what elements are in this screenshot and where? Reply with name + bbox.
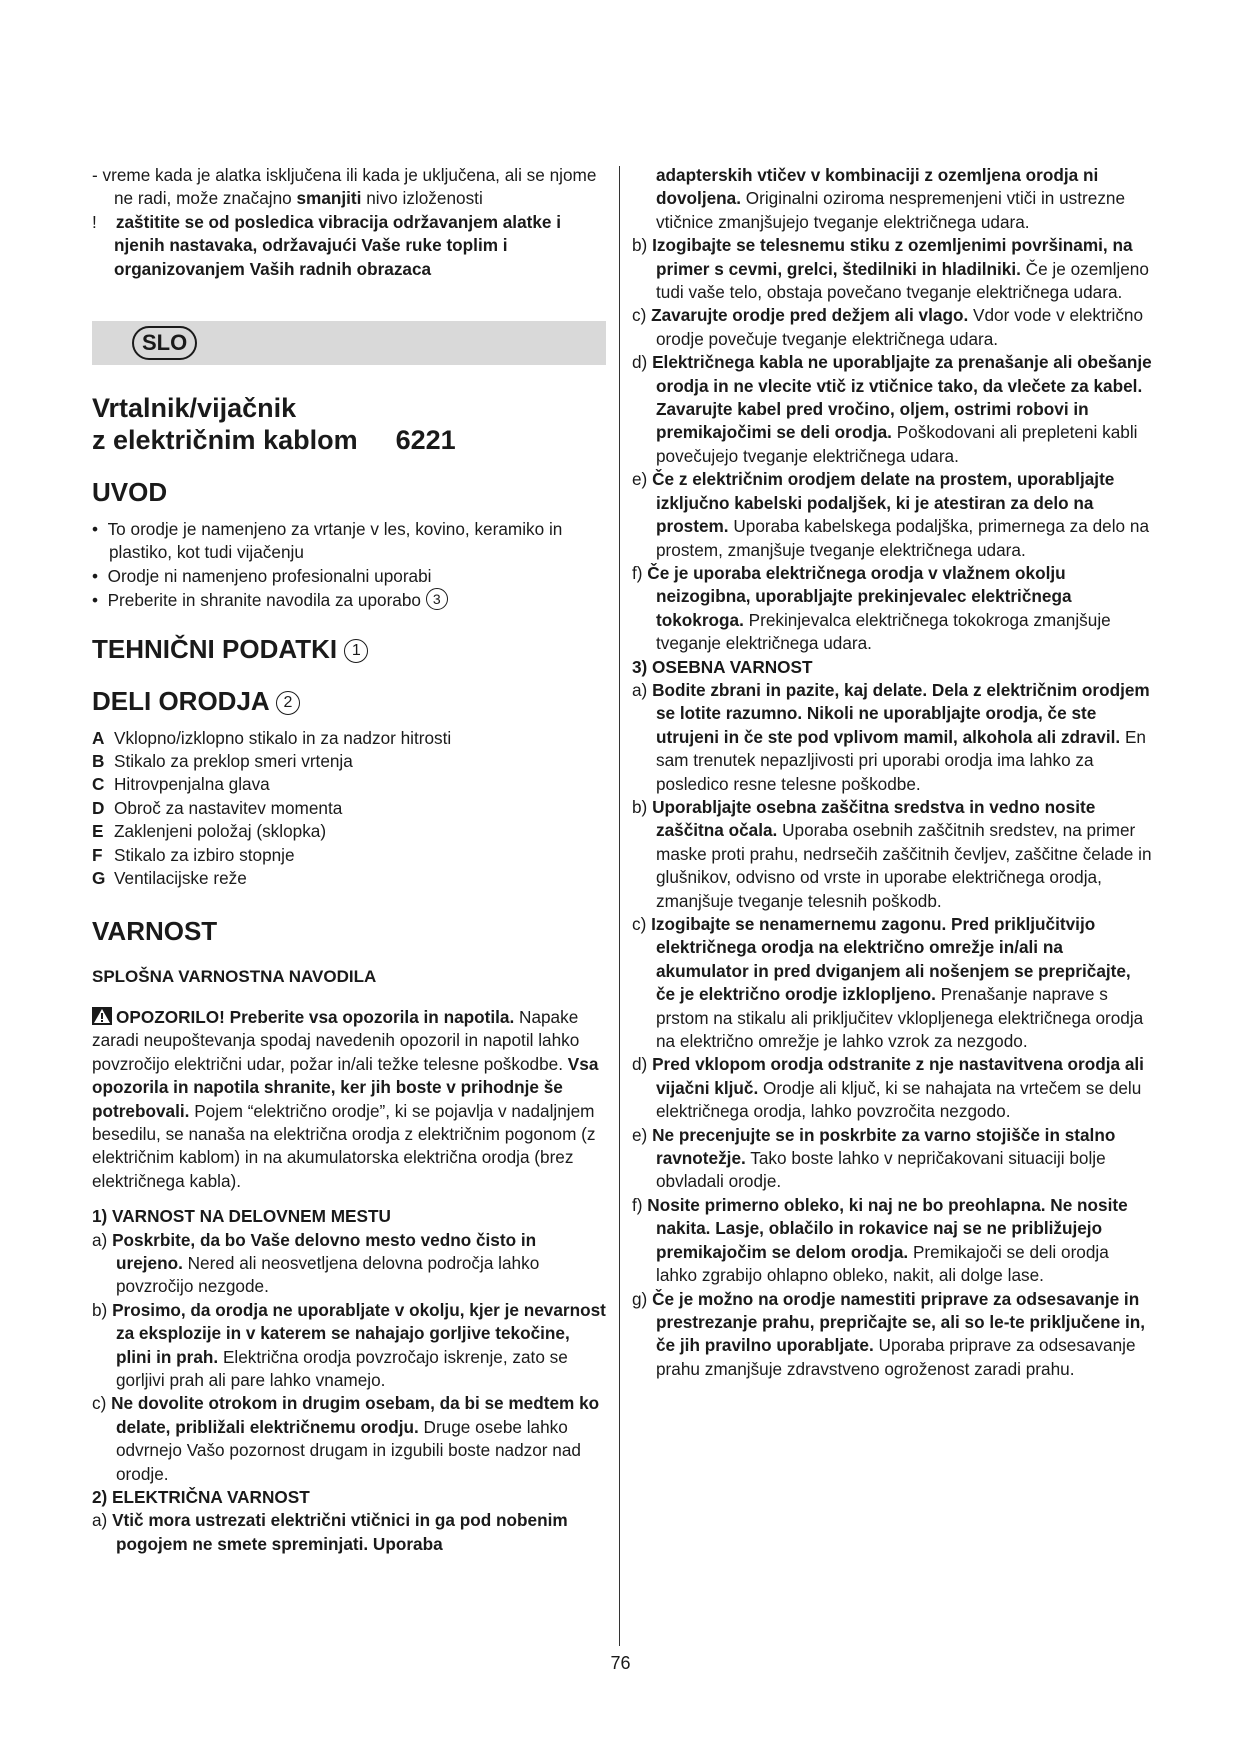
electrical-item-f: f) Če je uporaba električnega orodja v vlažnem okolju neizogibna, uporabljajte prekinjevalec električnega tokokroga. Prekinjevalca električnega tokokroga zmanjšuje tveganje električnega udara. [632, 562, 1111, 654]
tech-data-heading: TEHNIČNI PODATKI 1 [92, 633, 606, 665]
uvod-list [92, 518, 606, 613]
list-item: C Hitrovpenjalna glava [92, 774, 270, 795]
uvod-heading: UVOD [92, 477, 168, 508]
intro-dash-item: - vreme kada je alatka isključena ili kada je uključena, ali se njome ne radi, može značajno smanjiti nivo izloženosti [92, 165, 597, 209]
electrical-item-c: c) Zavarujte orodje pred dežjem ali vlago. Vdor vode v električno orodje povečuje tveganje električnega udara. [632, 305, 1144, 349]
figure-ref-3: 3 [426, 588, 448, 610]
parts-heading: DELI ORODJA 2 [92, 685, 606, 717]
personal-item-g: g) Če je možno na orodje namestiti priprave za odsesavanje in prestrezanje prahu, prepričajte se, ali so le-te priključene in, če jih pravilno uporabljate. Uporaba priprave za odsesavanje prahu zmanjšuje zdravstveno ogroženost zaradi prahu. [632, 1288, 1146, 1379]
warning-paragraph: OPOZORILO! Preberite vsa opozorila in napotila. Napake zaradi neupoštevanja spodaj navedenih opozoril in napotil lahko povzročijo električni udar, požar in/ali težke telesne poškodbe. Vsa opozorila in napotila shranite, ker jih boste v prihodnje še potrebovali. Pojem “električno orodje”, ki se pojavlja v nadaljnjem besedilu, se nanaša na električna orodja z električnim pogonom (z električnim kablom) in na akumulatorska električna orodja (brez električnega kabla). [92, 1006, 599, 1191]
figure-ref-1: 1 [344, 639, 368, 663]
personal-item-e: e) Ne precenjujte se in poskrbite za varno stojišče in stalno ravnotežje. Tako boste lahko v nepričakovani situaciji bolje obvladali orodje. [632, 1124, 1116, 1192]
workplace-item-c: c) Ne dovolite otrokom in drugim osebam, da bi se medtem ko delate, približali električnemu orodju. Druge osebe lahko odvrnejo Vašo pozornost drugam in izgubili boste nadzor nad orodje. [92, 1393, 600, 1484]
list-item: E Zaklenjeni položaj (sklopka) [92, 821, 327, 842]
workplace-item-a: a) Poskrbite, da bo Vaše delovno mesto vedno čisto in urejeno. Nered ali neosvetljena delovna področja lahko povzročijo nezgode. [92, 1229, 540, 1297]
list-item: • Preberite in shranite navodila za uporabo 3 [92, 588, 606, 612]
column-divider [619, 166, 620, 1646]
list-item: D Obroč za nastavitev momenta [92, 797, 343, 818]
product-title: Vrtalnik/vijačnik z električnim kablom 6221 [92, 393, 456, 456]
electrical-item-b: b) Izogibajte se telesnemu stiku z ozemljenimi površinami, na primer s cevmi, grelci, štedilniki in hladilniki. Če je ozemljeno tudi vaše telo, obstaja povečano tveganje električnega udara. [632, 235, 1149, 303]
model-number: 6221 [395, 425, 456, 456]
list-item: • Orodje ni namenjeno profesionalni uporabi [92, 565, 432, 586]
workplace-heading: 1) VARNOST NA DELOVNEM MESTU [92, 1206, 391, 1227]
language-bar [92, 321, 606, 365]
general-safety-heading: SPLOŠNA VARNOSTNA NAVODILA [92, 966, 377, 986]
parts-list [92, 727, 606, 891]
list-item: B Stikalo za preklop smeri vrtenja [92, 751, 353, 772]
intro-excl-item: ! zaštitite se od posledica vibracija održavanjem alatke i njenih nastavaka, održavajući Vaše ruke toplim i organizovanjem Vaših radnih obrazaca [92, 211, 562, 279]
electrical-item-e: e) Če z električnim orodjem delate na prostem, uporabljajte izključno kabelski podaljšek, ki je atestiran za delo na prostem. Uporaba kabelskega podaljška, primernega za delo na prostem, zmanjšuje tveganje električnega udara. [632, 469, 1149, 560]
workplace-item-b: b) Prosimo, da orodja ne uporabljate v okolju, kjer je nevarnost za eksplozije in v katerem se nahajajo gorljive tekočine, plini in prah. Električna orodja povzročajo iskrenje, zato se gorljivi prah ali pare lahko vnamejo. [92, 1299, 606, 1390]
personal-item-a: a) Bodite zbrani in pazite, kaj delate. Dela z električnim orodjem se lotite razumno. Nikoli ne uporabljajte orodja, če ste utrujeni in če ste pod vplivom mamil, alkohola ali zdravil. En sam trenutek nepazljivosti pri uporabi orodja ima lahko za posledico resne telesne poškodbe. [632, 679, 1150, 794]
personal-item-c: c) Izogibajte se nenamernemu zagonu. Pred priključitvijo električnega orodja na električno omrežje in/ali na akumulator in pred dviganjem ali nošenjem se prepričajte, če je električno orodje izklopljeno. Prenašanje naprave s prstom na stikalu ali priključitev vklopljenega električnega orodja na električno omrežje je lahko vzrok za nezgodo. [632, 914, 1144, 1052]
warning-icon [92, 1007, 112, 1025]
list-item: • To orodje je namenjeno za vrtanje v les, kovino, keramiko in plastiko, kot tudi vijačenju [92, 519, 563, 563]
page-number: 76 [610, 1653, 631, 1673]
figure-ref-2: 2 [276, 691, 300, 715]
personal-item-b: b) Uporabljajte osebna zaščitna sredstva in vedno nosite zaščitna očala. Uporaba osebnih zaščitnih sredstev, na primer maske proti prahu, nedrsečih zaščitnih čevljev, zaščitne čelade in glušnikov, odvisno od vrste in uporabe električnega orodja, zmanjšuje tveganje telesnih poškodb. [632, 796, 1152, 911]
electrical-heading: 2) ELEKTRIČNA VARNOST [92, 1487, 310, 1508]
safety-heading: VARNOST [92, 915, 218, 946]
electrical-item-a-continued: adapterskih vtičev v kombinaciji z ozemljena orodja ni dovoljena. Originalni oziroma nespremenjeni vtiči in ustrezne vtičnice zmanjšujejo tveganje električnega udara. [656, 165, 1126, 232]
electrical-item-d: d) Električnega kabla ne uporabljajte za prenašanje ali obešanje orodja in ne vlecite vtič iz vtičnice tako, da vlečete za kabel. Zavarujte kabel pred vročino, oljem, ostrimi robovi in premikajočimi se deli orodja. Poškodovani ali prepleteni kabli povečujejo tveganje električnega udara. [632, 352, 1152, 466]
language-badge: SLO [132, 326, 197, 360]
personal-safety-heading: 3) OSEBNA VARNOST [632, 656, 813, 677]
list-item: G Ventilacijske reže [92, 868, 247, 889]
personal-item-f: f) Nosite primerno obleko, ki naj ne bo preohlapna. Ne nosite nakita. Lasje, oblačilo in rokavice naj se ne približujejo premikajočim se delom orodja. Premikajoči se deli orodja lahko zgrabijo ohlapno obleko, nakit, ali dolge lase. [632, 1194, 1128, 1286]
electrical-item-a: a) Vtič mora ustrezati električni vtičnici in ga pod nobenim pogojem ne smete spreminjati. Uporaba [92, 1510, 568, 1554]
list-item: A Vklopno/izklopno stikalo in za nadzor hitrosti [92, 727, 452, 748]
list-item: F Stikalo za izbiro stopnje [92, 844, 295, 865]
right-column [632, 164, 1152, 1381]
left-column [92, 164, 606, 1556]
personal-item-d: d) Pred vklopom orodja odstranite z nje nastavitvena orodja ali vijačni ključ. Orodje ali ključ, ki se nahajata na vrtečem se delu električnega orodja, lahko povzročita nezgodo. [632, 1054, 1144, 1122]
